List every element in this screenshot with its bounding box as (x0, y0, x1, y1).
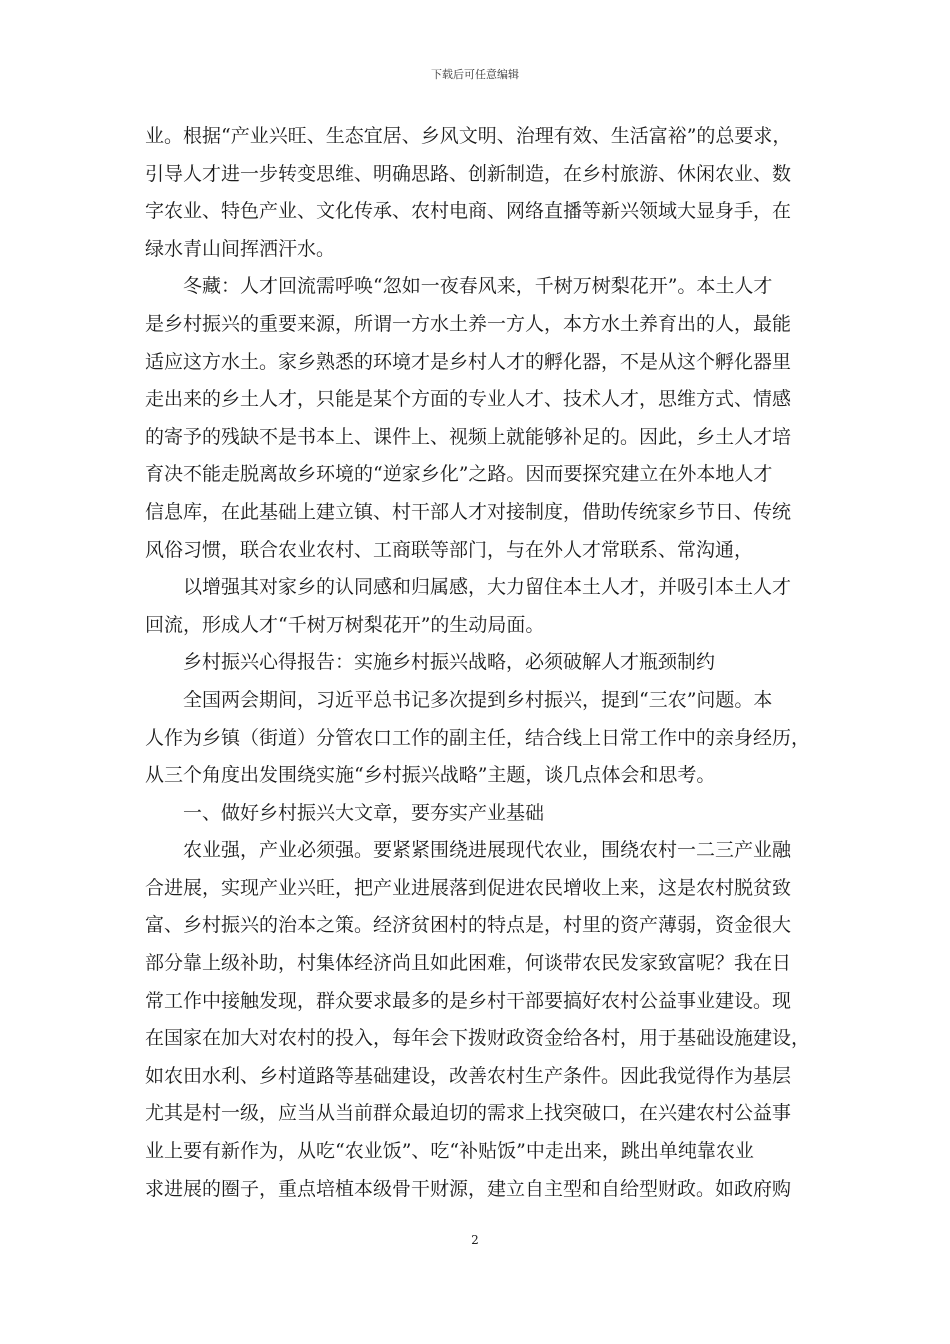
text-line: 部分靠上级补助，村集体经济尚且如此困难，何谈带农民发家致富呢？我在日 (145, 952, 792, 975)
text-line: 尤其是村一级，应当从当前群众最迫切的需求上找突破口，在兴建农村公益事 (145, 1102, 792, 1125)
text-line: 引导人才进一步转变思维、明确思路、创新制造，在乡村旅游、休闲农业、数 (145, 162, 792, 185)
text-line: 求进展的圈子，重点培植本级骨干财源，建立自主型和自给型财政。如政府购 (145, 1177, 792, 1200)
text-line: 以增强其对家乡的认同感和归属感，大力留住本土人才，并吸引本土人才 (183, 576, 792, 599)
text-line: 信息库，在此基础上建立镇、村干部人才对接制度，借助传统家乡节日、传统 (145, 500, 792, 523)
text-line: 常工作中接触发现，群众要求最多的是乡村干部要搞好农村公益事业建设。现 (145, 989, 792, 1012)
text-line: 从三个角度出发围绕实施“乡村振兴战略”主题，谈几点体会和思考。 (145, 764, 716, 787)
text-line: 走出来的乡土人才，只能是某个方面的专业人才、技术人才，思维方式、情感 (145, 388, 792, 411)
text-line: 富、乡村振兴的治本之策。经济贫困村的特点是，村里的资产薄弱，资金很大 (145, 914, 792, 937)
text-line: 是乡村振兴的重要来源，所谓一方水土养一方人，本方水土养育出的人，最能 (145, 312, 792, 335)
text-line: 在国家在加大对农村的投入，每年会下拨财政资金给各村，用于基础设施建设， (145, 1027, 810, 1050)
text-line: 的寄予的残缺不是书本上、课件上、视频上就能够补足的。因此，乡土人才培 (145, 425, 792, 448)
text-line: 合进展，实现产业兴旺，把产业进展落到促进农民增收上来，这是农村脱贫致 (145, 876, 792, 899)
text-line: 一、做好乡村振兴大文章，要夯实产业基础 (183, 801, 545, 824)
text-line: 全国两会期间，习近平总书记多次提到乡村振兴，提到“三农”问题。本 (183, 688, 773, 711)
text-line: 业。根据“产业兴旺、生态宜居、乡风文明、治理有效、生活富裕”的总要求， (145, 125, 792, 147)
text-line: 冬藏：人才回流需呼唤“忽如一夜春风来，千树万树梨花开”。本土人才 (183, 275, 773, 298)
text-line: 回流，形成人才“千树万树梨花开”的生动局面。 (145, 613, 545, 636)
text-line: 业上要有新作为，从吃“农业饭”、吃“补贴饭”中走出来，跳出单纯靠农业 (145, 1140, 754, 1163)
text-line: 适应这方水土。家乡熟悉的环境才是乡村人才的孵化器，不是从这个孵化器里 (145, 350, 792, 373)
text-line: 育决不能走脱离故乡环境的“逆家乡化”之路。因而要探究建立在外本地人才 (145, 463, 773, 486)
text-line: 乡村振兴心得报告：实施乡村振兴战略，必须破解人才瓶颈制约 (183, 651, 716, 674)
text-line: 风俗习惯，联合农业农村、工商联等部门，与在外人才常联系、常沟通， (145, 538, 754, 561)
text-line: 如农田水利、乡村道路等基础建设，改善农村生产条件。因此我觉得作为基层 (145, 1064, 792, 1087)
page-header: 下载后可任意编辑 (431, 68, 519, 81)
text-line: 绿水青山间挥洒汗水。 (145, 237, 336, 260)
document-body (145, 118, 810, 1208)
page-number: 2 (471, 1233, 479, 1247)
text-line: 字农业、特色产业、文化传承、农村电商、网络直播等新兴领域大显身手，在 (145, 200, 792, 223)
text-line: 人作为乡镇（街道）分管农口工作的副主任，结合线上日常工作中的亲身经历， (145, 726, 810, 749)
text-line: 农业强，产业必须强。要紧紧围绕进展现代农业，围绕农村一二三产业融 (183, 839, 792, 862)
